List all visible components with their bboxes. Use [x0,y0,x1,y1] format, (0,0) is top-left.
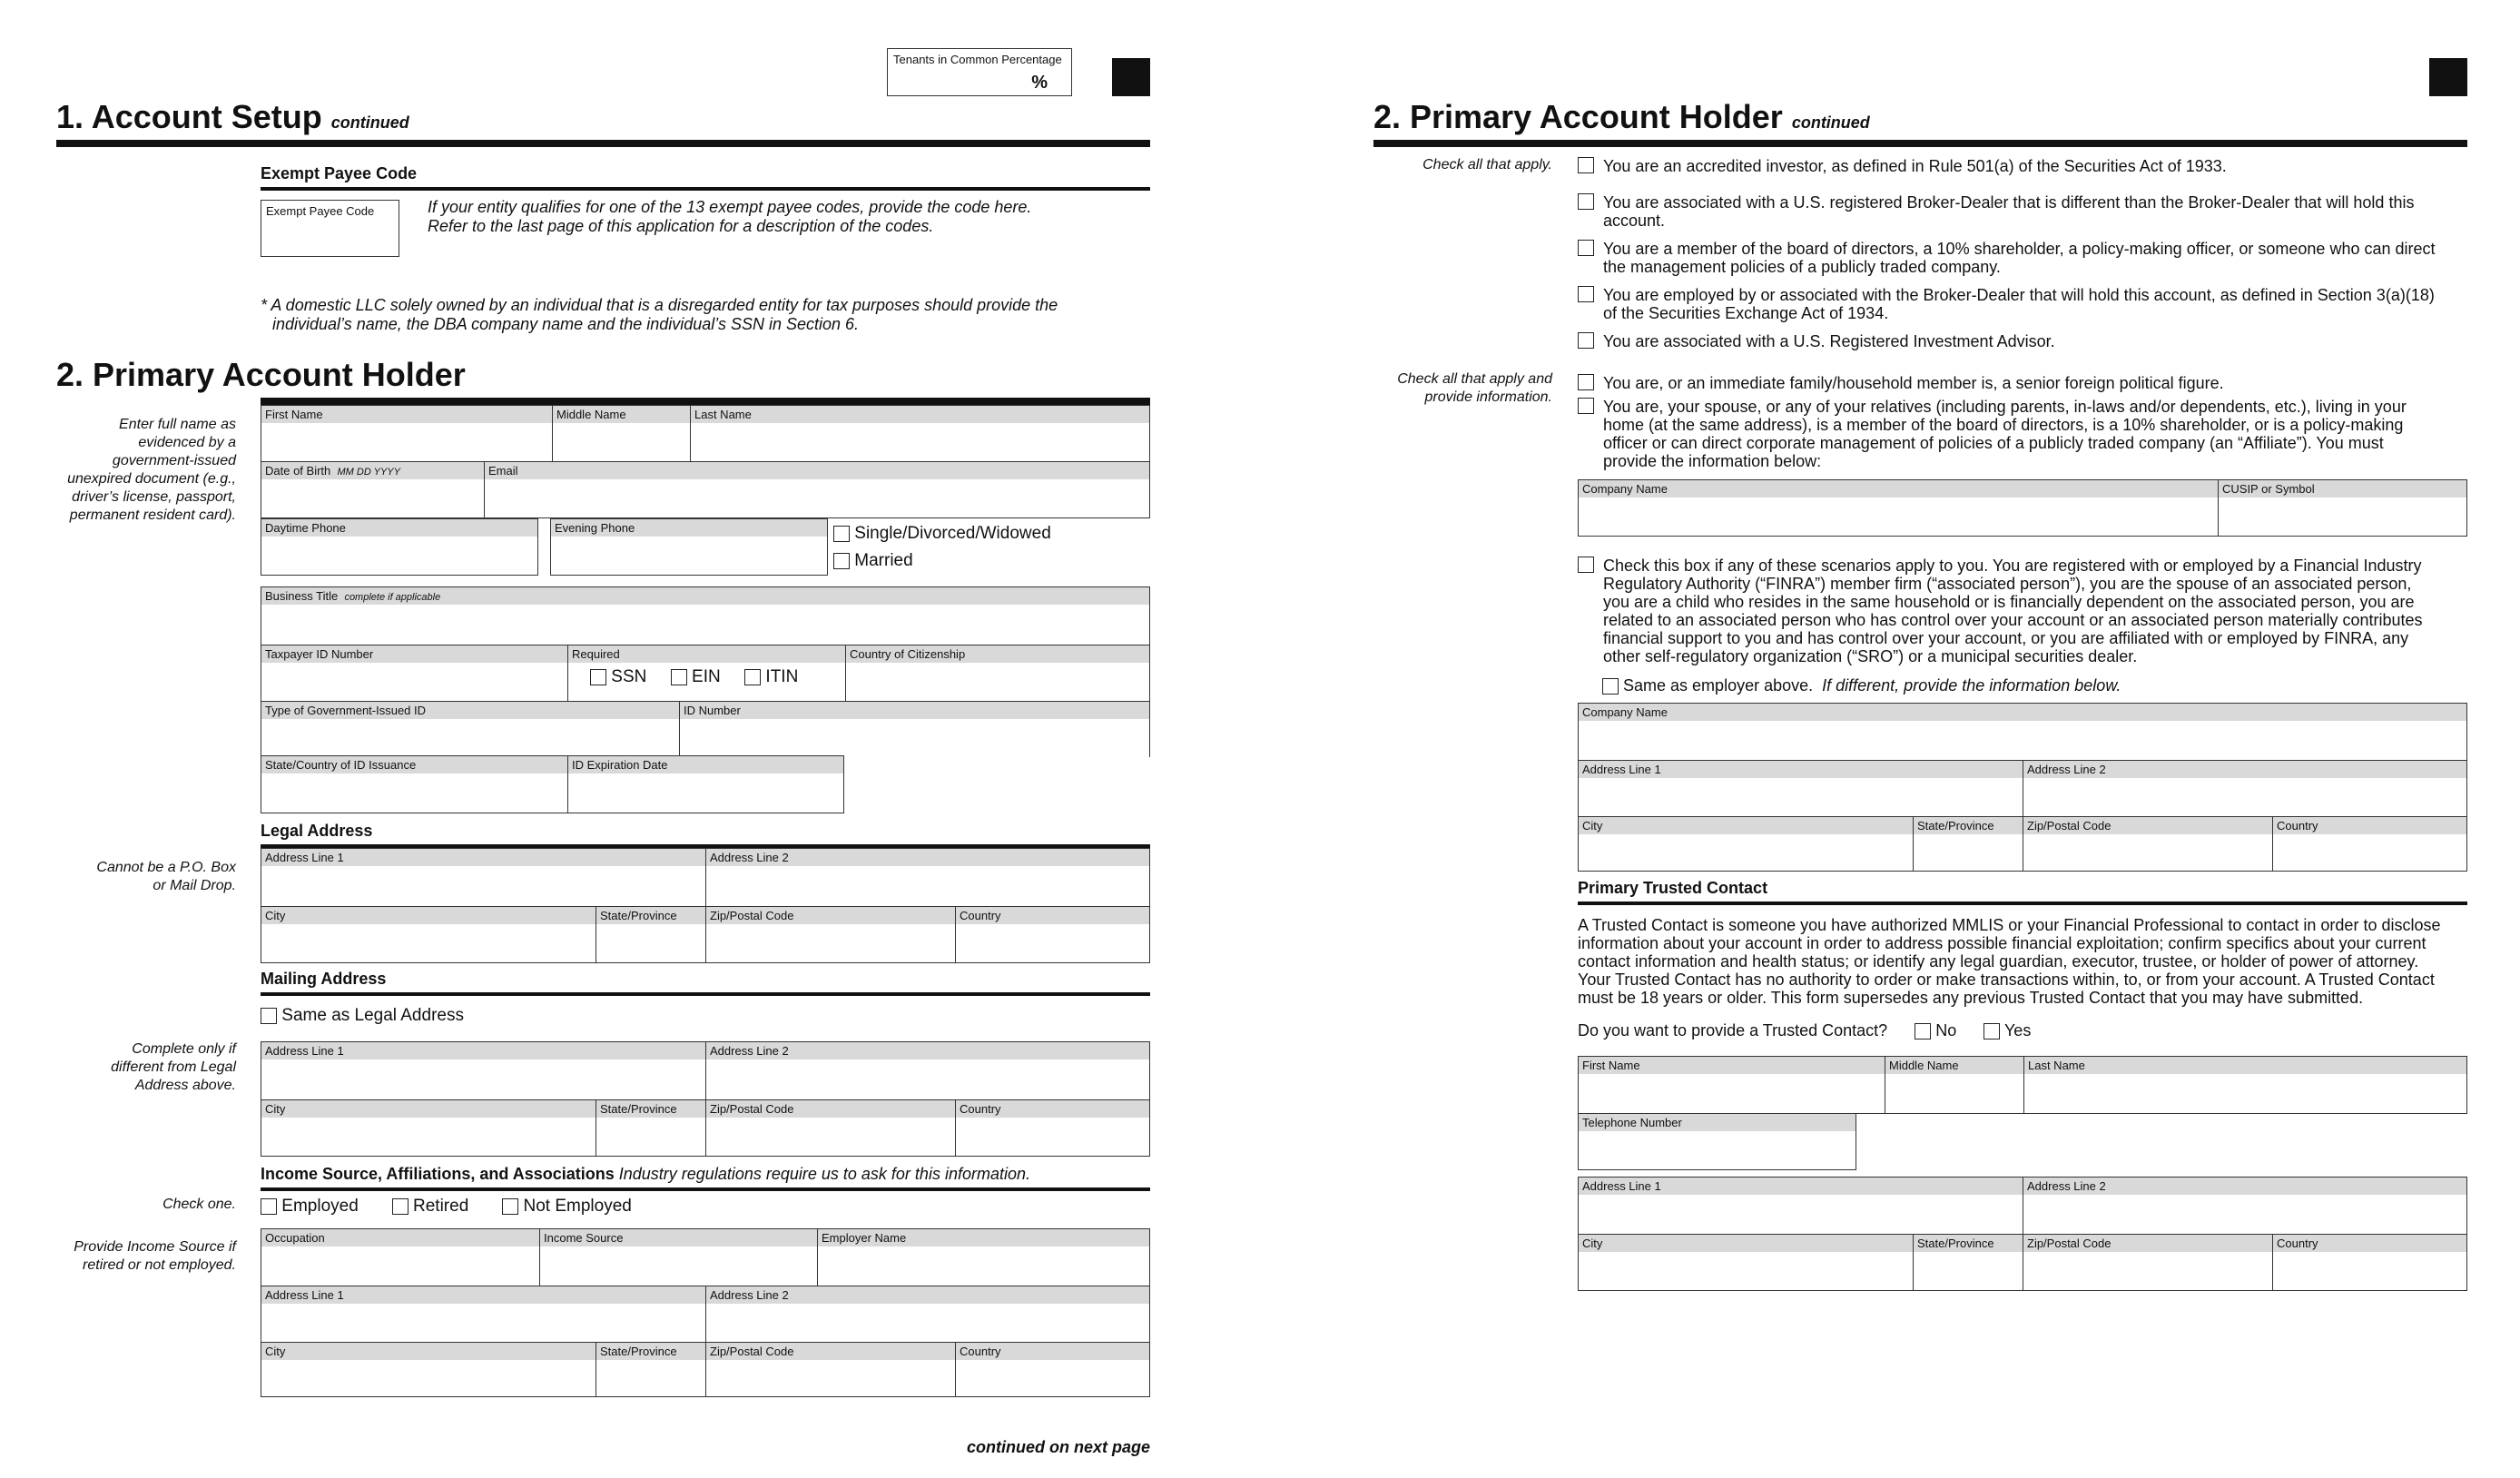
same-as-legal-option[interactable]: Same as Legal Address [261,1006,464,1026]
field-label: Last Name [691,406,1149,423]
pep-checkbox[interactable] [1578,374,1594,390]
field-label: Country of Citizenship [846,645,1149,663]
email-field[interactable] [484,462,1149,517]
field-label: Country [2273,1235,2466,1252]
required-field: Required SSN EIN ITIN [567,645,845,701]
item-0: You are an accredited investor, as defined in Rule 501(a) of the Securities Act of 1933. [1578,157,2467,175]
finra-item: Check this box if any of these scenarios apply to you. You are registered with or employed by a Financial Industry Regulatory Authority (“FINRA”) member firm (“associated person”), you are the spouse of an associated person, you are a child who resides in the same household or is financially dependent on the associated person, you are related to an associated person who has control over your account or an associated person materially contributes financial support to you and has control over your account, or you are affiliated with or employed by FINRA, any other self-regulatory organization (“SRO”) or a municipal securities dealer. [1578,557,2467,665]
field-label: Daytime Phone [261,519,537,537]
finra-addr1-field[interactable] [1579,760,2023,816]
itin-checkbox[interactable] [744,669,761,685]
check-all-info-note: Check all that apply and provide information. [1397,371,1552,405]
tic-label: Tenants in Common Percentage [893,53,1062,66]
trusted-country-field[interactable] [2272,1234,2466,1290]
id-state-field[interactable] [261,756,567,813]
legal-state-field[interactable] [596,906,705,962]
item-3: You are employed by or associated with the Broker-Dealer that will hold this account, as defined in Section 3(a)(18) of the Securities Exchange Act of 1934. [1578,286,2467,322]
finra-checkbox[interactable] [1578,557,1594,573]
middle-name-field[interactable] [552,406,690,461]
field-label: Country [956,1100,1149,1118]
finra-city-field[interactable] [1579,816,1913,871]
field-label: Zip/Postal Code [706,1100,955,1118]
field-label: Income Source [540,1229,817,1246]
spacer [844,757,1152,815]
employer-name-field[interactable] [817,1229,1149,1286]
trusted-first-name-field[interactable] [1579,1057,1885,1113]
employer-state-field[interactable] [596,1342,705,1396]
item-2: You are a member of the board of directors, a 10% shareholder, a policy-making officer, or someone who can direct the management policies of a publicly traded company. [1578,240,2467,276]
field-label: Last Name [2024,1057,2466,1074]
not-employed-checkbox[interactable] [502,1198,518,1215]
field-label: First Name [1579,1057,1885,1074]
field-label: State/Province [596,907,705,924]
citizenship-field[interactable] [845,645,1149,701]
field-label: Address Line 2 [2023,1177,2466,1195]
field-label: ID Number [680,702,1149,719]
gov-id-type-field[interactable] [261,701,679,757]
id-number-field[interactable] [679,701,1149,757]
employer-city-field[interactable] [261,1342,596,1396]
field-label: City [261,1343,596,1360]
ein-checkbox[interactable] [671,669,687,685]
item-1: You are associated with a U.S. registered Broker-Dealer that is different than the Broker-Dealer that will hold this account. [1578,193,2467,230]
field-label: State/Province [1914,817,2023,834]
first-name-field[interactable] [261,406,552,461]
field-label: State/Country of ID Issuance [261,756,567,773]
section1-title: 1. Account Setup continued [56,98,409,135]
field-label: Company Name [1579,480,2218,498]
field-label: State/Province [596,1100,705,1118]
id-expiration-field[interactable] [567,756,843,813]
field-label: Country [956,1343,1149,1360]
field-label: Telephone Number [1579,1114,1856,1131]
mailing-heading: Mailing Address [261,970,387,988]
check-one-note: Check one. [162,1197,236,1212]
section2-title: 2. Primary Account Holder [56,356,466,393]
field-label: Occupation [261,1229,539,1246]
dob-field[interactable] [261,462,484,517]
field-label: State/Province [596,1343,705,1360]
continued-footer: continued on next page [966,1438,1150,1456]
section2-rule [261,398,1150,405]
exempt-heading: Exempt Payee Code [261,164,418,182]
finra-state-field[interactable] [1913,816,2023,871]
trusted-text: A Trusted Contact is someone you have authorized MMLIS or your Financial Professional to contact in order to disclose information about your account in order to address possible financial exploitation; confirm specifics about your current contact information and health status; or identify any legal guardian, executor, trustee, or holder of power of attorney. Your Trusted Contact has no authority to order or make transactions within, to, or from your account. A Trusted Contact must be 18 years or older. This form supersedes any previous Trusted Contact that you may have submitted. [1578,916,2441,1007]
field-label: Business Title complete if applicable [261,587,1149,605]
trusted-no-checkbox[interactable] [1915,1023,1931,1040]
mailing-addr2-field[interactable] [705,1042,1149,1099]
mailing-state-field[interactable] [596,1099,705,1156]
name-note: Enter full name as evidenced by a government-issued unexpired document (e.g., driver’s license, passport, permanent resident card). [67,417,236,523]
field-label: Zip/Postal Code [2023,1235,2272,1252]
exempt-payee-label: Exempt Payee Code [266,204,375,218]
field-label: CUSIP or Symbol [2219,480,2466,498]
item-4: You are associated with a U.S. Registered Investment Advisor. [1578,332,2467,350]
cusip-field[interactable] [2218,480,2466,536]
finra-zip-field[interactable] [2023,816,2272,871]
field-label: Address Line 2 [706,1042,1149,1059]
ria-checkbox[interactable] [1578,332,1594,349]
employment-grid [261,1228,1150,1397]
employed-checkbox[interactable] [261,1198,277,1215]
board-member-checkbox[interactable] [1578,240,1594,256]
trusted-yes-checkbox[interactable] [1984,1023,2000,1040]
exempt-text: If your entity qualifies for one of the 13 exempt payee codes, provide the code here. Refer to the last page of this application for a description of the codes. [428,198,1032,235]
field-label: City [261,907,596,924]
trusted-heading: Primary Trusted Contact [1578,879,1768,897]
affiliate-grid [1578,479,2467,537]
field-label: Address Line 1 [261,1042,705,1059]
section1-rule [56,140,1150,147]
ssn-checkbox[interactable] [590,669,606,685]
field-label: ID Expiration Date [568,756,843,773]
income-source-field[interactable] [539,1229,817,1286]
field-label: Country [2273,817,2466,834]
field-label: Address Line 2 [2023,761,2466,778]
pep-item: You are, or an immediate family/household member is, a senior foreign political figure. [1578,374,2467,392]
field-label: Required [568,645,845,663]
trusted-name-grid [1578,1056,2467,1114]
legal-address-grid [261,848,1150,963]
field-label: Zip/Postal Code [706,1343,955,1360]
dob-email-grid [261,461,1150,518]
same-employer-checkbox[interactable] [1602,678,1619,695]
percent-symbol: % [1031,73,1048,93]
name-grid [261,405,1150,462]
trusted-question: Do you want to provide a Trusted Contact? No Yes [1578,1021,2032,1040]
trusted-addr2-field[interactable] [2023,1177,2466,1234]
field-label: Address Line 1 [1579,761,2023,778]
mailing-country-field[interactable] [955,1099,1149,1156]
exempt-payee-field[interactable] [261,200,399,257]
employer-country-field[interactable] [955,1342,1149,1396]
field-label: First Name [261,406,552,423]
mailing-note: Complete only if different from Legal Address above. [111,1041,236,1093]
trusted-middle-name-field[interactable] [1885,1057,2023,1113]
right-section2-rule [1373,140,2467,147]
single-option[interactable]: Single/Divorced/Widowed [833,524,1051,544]
field-label: City [1579,1235,1913,1252]
employment-options: Employed Retired Not Employed [261,1197,632,1217]
check-all-note: Check all that apply. [1422,157,1552,172]
field-label: Email [485,462,1149,479]
field-label: State/Province [1914,1235,2023,1252]
field-label: Middle Name [553,406,690,423]
occupation-field[interactable] [261,1229,539,1286]
retired-checkbox[interactable] [392,1198,409,1215]
income-rule [261,1187,1150,1191]
exempt-footnote: * A domestic LLC solely owned by an individual that is a disregarded entity for tax purposes should provide the individual’s name, the DBA company name and the individual’s SSN in Section 6. [261,296,1058,333]
field-label: Evening Phone [551,519,827,537]
trusted-address-grid [1578,1177,2467,1291]
field-label: City [261,1100,596,1118]
right-section2-title: 2. Primary Account Holder continued [1373,98,1870,135]
broker-dealer-checkbox[interactable] [1578,193,1594,210]
trusted-city-field[interactable] [1579,1234,1913,1290]
evening-phone-field[interactable] [550,518,828,576]
field-label: Company Name [1579,704,2466,721]
exempt-rule [261,187,1150,191]
corner-marker [1112,58,1150,96]
mailing-addr1-field[interactable] [261,1042,705,1099]
daytime-phone-field[interactable] [261,518,538,576]
field-label: Address Line 2 [706,1286,1149,1304]
legal-addr1-field[interactable] [261,849,705,906]
field-label: Address Line 1 [261,1286,705,1304]
business-title-field[interactable] [261,587,1149,645]
legal-zip-field[interactable] [705,906,955,962]
finra-country-field[interactable] [2272,816,2466,871]
legal-country-field[interactable] [955,906,1149,962]
finra-company-field[interactable] [1579,704,2466,760]
legal-city-field[interactable] [261,906,596,962]
mailing-city-field[interactable] [261,1099,596,1156]
field-label: City [1579,817,1913,834]
field-label: Country [956,907,1149,924]
married-option[interactable]: Married [833,551,913,571]
tin-field[interactable] [261,645,567,701]
mailing-rule [261,992,1150,996]
field-label: Zip/Postal Code [2023,817,2272,834]
finra-addr2-field[interactable] [2023,760,2466,816]
single-checkbox[interactable] [833,526,850,542]
trusted-phone-field[interactable] [1578,1113,1856,1170]
trusted-state-field[interactable] [1913,1234,2023,1290]
legal-note: Cannot be a P.O. Box or Mail Drop. [96,860,236,893]
field-label: Middle Name [1885,1057,2023,1074]
field-label: Address Line 2 [706,849,1149,866]
married-checkbox[interactable] [833,553,850,569]
trusted-addr1-field[interactable] [1579,1177,2023,1234]
field-label: Address Line 1 [261,849,705,866]
finra-grid [1578,703,2467,872]
affiliate-checkbox[interactable] [1578,398,1594,414]
employer-addr1-field[interactable] [261,1286,705,1342]
mailing-zip-field[interactable] [705,1099,955,1156]
employer-addr2-field[interactable] [705,1286,1149,1342]
legal-heading: Legal Address [261,822,373,840]
trusted-zip-field[interactable] [2023,1234,2272,1290]
field-label: Date of Birth MM DD YYYY [261,462,484,479]
field-label: Address Line 1 [1579,1177,2023,1195]
same-as-legal-checkbox[interactable] [261,1008,277,1024]
affiliate-item: You are, your spouse, or any of your relatives (including parents, in-laws and/or dependents, etc.), living in your home (at the same address), is a member of the board of directors, is a 10% shareholder, or is a policy-making officer or can direct corporate management of policies of a publicly traded company (an “Affiliate”). You must provide the information below: [1578,398,2467,470]
field-label: Taxpayer ID Number [261,645,567,663]
tenants-in-common-field[interactable] [887,48,1072,96]
income-heading: Income Source, Affiliations, and Associations Industry regulations require us to ask for this information. [261,1165,1030,1183]
employer-zip-field[interactable] [705,1342,955,1396]
accredited-checkbox[interactable] [1578,157,1594,173]
field-label: Zip/Postal Code [706,907,955,924]
income-note: Provide Income Source if retired or not employed. [74,1239,236,1273]
employed-bd-checkbox[interactable] [1578,286,1594,302]
trusted-last-name-field[interactable] [2023,1057,2466,1113]
last-name-field[interactable] [690,406,1149,461]
mailing-address-grid [261,1041,1150,1157]
same-employer-option[interactable]: Same as employer above. If different, provide the information below. [1602,676,2121,695]
id-issuance-grid [261,755,844,813]
affiliate-company-field[interactable] [1579,480,2218,536]
corner-marker-right [2429,58,2467,96]
field-label: Employer Name [818,1229,1149,1246]
trusted-rule [1578,902,2467,905]
field-label: Type of Government-Issued ID [261,702,679,719]
legal-addr2-field[interactable] [705,849,1149,906]
